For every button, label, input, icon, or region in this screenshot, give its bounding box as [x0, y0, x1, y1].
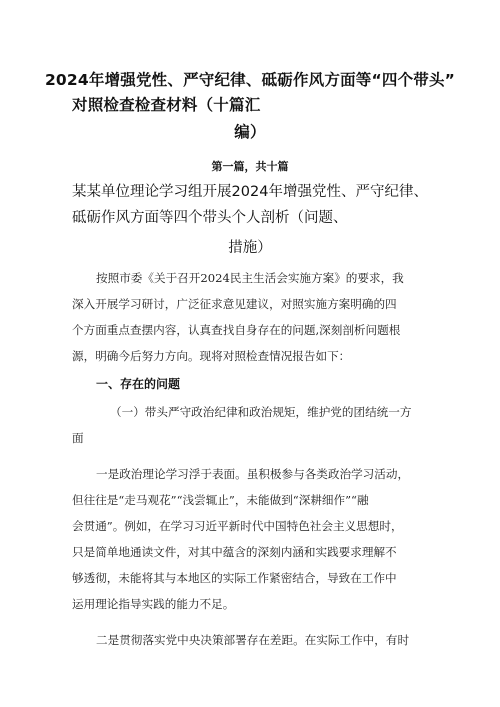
subheading-line: 面 [72, 431, 84, 445]
paragraph-line: 深入开展学习研讨，广泛征求意见建议，对照实施方案明确的四 [72, 297, 397, 311]
paragraph-line: 个方面重点查摆内容，认真查找自身存在的问题,深刻剖析问题根 [72, 323, 401, 337]
paragraph-line: 源，明确今后努力方向。现将对照检查情况报告如下： [72, 349, 351, 363]
article-title-line-2: 砥砺作风方面等四个带头个人剖析（问题、 [72, 210, 348, 226]
document-title-line-2: 对照检查检查材料（十篇汇 [72, 96, 261, 114]
article-title-line-3: 措施） [228, 240, 272, 256]
paragraph-line: 二是贯彻落实党中央决策部署存在差距。在实际工作中，有时 [96, 633, 410, 647]
article-title-line-1: 某某单位理论学习组开展2024年增强党性、严守纪律、 [72, 184, 428, 200]
section-label: 第一篇，共十篇 [211, 160, 289, 173]
section-heading: 一、存在的问题 [96, 377, 181, 391]
paragraph-line: 运用理论指导实践的能力不足。 [72, 597, 235, 611]
paragraph-line: 但往往是“走马观花”“浅尝辄止”，未能做到“深耕细作”“融 [72, 493, 369, 507]
subheading-line: （一）带头严守政治纪律和政治规矩，维护党的团结统一方 [110, 405, 412, 419]
paragraph-line: 够透彻，未能将其与本地区的实际工作紧密结合，导致在工作中 [72, 571, 397, 585]
paragraph-line: 按照市委《关于召开2024民主生活会实施方案》的要求，我 [96, 271, 404, 285]
paragraph-line: 一是政治理论学习浮于表面。虽积极参与各类政治学习活动， [96, 467, 410, 481]
paragraph-line: 只是简单地通读文件，对其中蕴含的深刻内涵和实践要求理解不 [72, 545, 397, 559]
document-title-line-3: 编） [234, 123, 266, 141]
document-title-line-1: 2024年增强党性、严守纪律、砥砺作风方面等“四个带头” [44, 71, 456, 89]
paragraph-line: 会贯通”。例如，在学习习近平新时代中国特色社会主义思想时， [72, 519, 403, 533]
